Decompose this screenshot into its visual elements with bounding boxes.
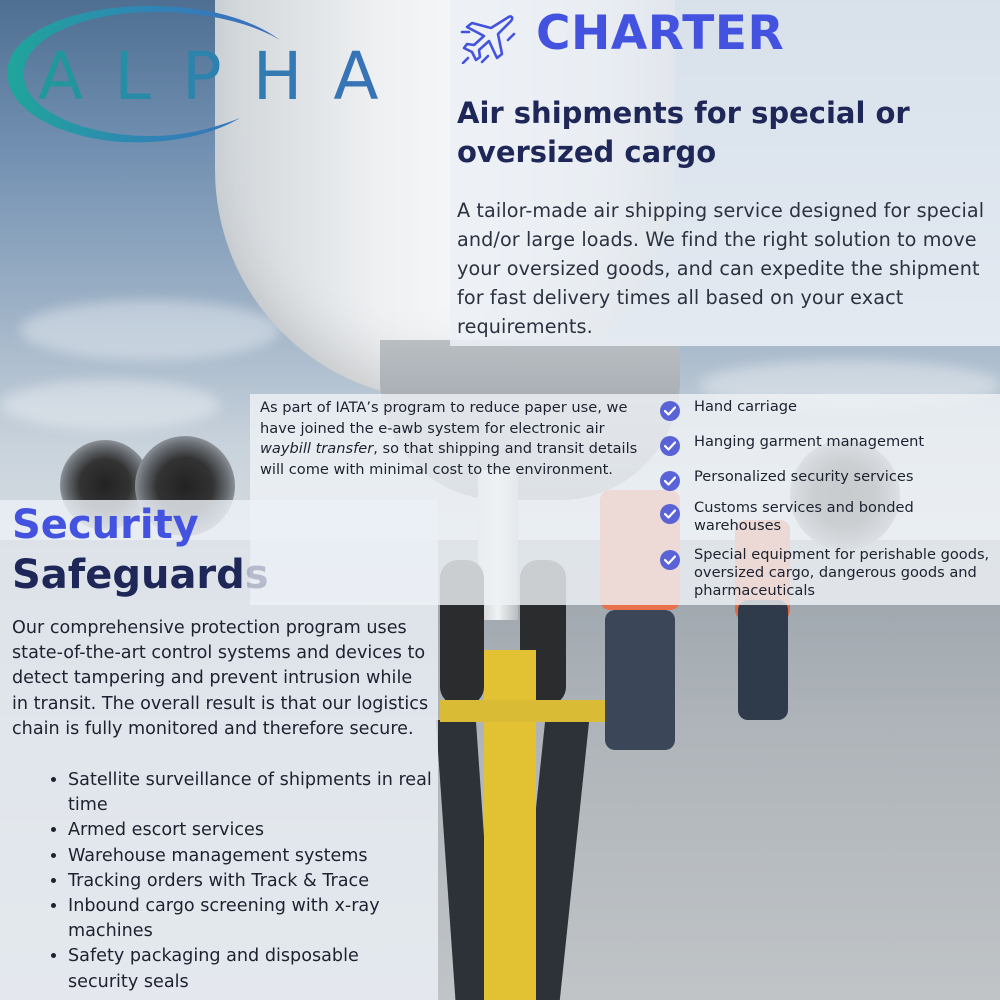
check-circle-icon bbox=[660, 436, 680, 456]
check-circle-icon bbox=[660, 471, 680, 491]
charter-heading: Air shipments for special or oversized cargo bbox=[457, 96, 910, 169]
security-feature-item: • Tracking orders with Track & Trace bbox=[68, 869, 432, 894]
runway-marking bbox=[440, 700, 620, 722]
security-feature-item: • Inbound cargo screening with x-ray machines bbox=[68, 894, 432, 944]
safeguards-title-faded: s bbox=[244, 552, 269, 598]
service-label: Special equipment for perishable goods, oversized cargo, dangerous goods and pharmaceuticals bbox=[694, 546, 990, 599]
security-title: Security bbox=[12, 502, 199, 548]
service-label: Hanging garment management bbox=[694, 433, 925, 450]
iata-text-start: As part of IATA’s program to reduce paper use, we have joined the e-awb system for electronic air bbox=[260, 399, 628, 437]
security-features-list bbox=[12, 768, 432, 995]
service-label: Hand carriage bbox=[694, 398, 798, 415]
alpha-logo bbox=[0, 0, 410, 150]
airplane-icon bbox=[460, 12, 516, 64]
ground-worker bbox=[605, 610, 675, 750]
iata-text-end: , so that shipping and transit details will come with minimal cost to the environment. bbox=[260, 440, 638, 478]
cloud bbox=[20, 300, 280, 360]
security-feature-item: • Satellite surveillance of shipments in real time bbox=[68, 768, 432, 818]
safeguards-title bbox=[12, 550, 269, 600]
service-label: Personalized security services bbox=[694, 468, 914, 485]
ground-worker bbox=[738, 600, 788, 720]
check-circle-icon bbox=[660, 401, 680, 421]
security-feature-item: • Armed escort services bbox=[68, 818, 432, 843]
safeguards-title-main: Safeguard bbox=[12, 552, 245, 598]
check-circle-icon bbox=[660, 504, 680, 524]
security-feature-item: • Warehouse management systems bbox=[68, 844, 432, 869]
iata-paragraph bbox=[260, 398, 650, 480]
charter-description: A tailor-made air shipping service designed for special and/or large loads. We find the right solution to move your oversized goods, and can expedite the shipment for fast delivery times all based on your exact requirements. bbox=[457, 199, 985, 338]
service-label: Customs services and bonded warehouses bbox=[694, 499, 914, 534]
security-feature-item: • Safety packaging and disposable security seals bbox=[68, 944, 432, 994]
cloud bbox=[0, 380, 220, 430]
iata-text-italic: waybill transfer bbox=[260, 440, 374, 457]
logo-text: ALPHA bbox=[38, 38, 410, 115]
charter-title: CHARTER bbox=[536, 6, 785, 61]
check-circle-icon bbox=[660, 550, 680, 570]
security-description: Our comprehensive protection program uses state-of-the-art control systems and devices to detect tampering and prevent intrusion while in transit. The overall result is that our logistics chain is fully monitored and therefore secure. bbox=[12, 618, 429, 739]
